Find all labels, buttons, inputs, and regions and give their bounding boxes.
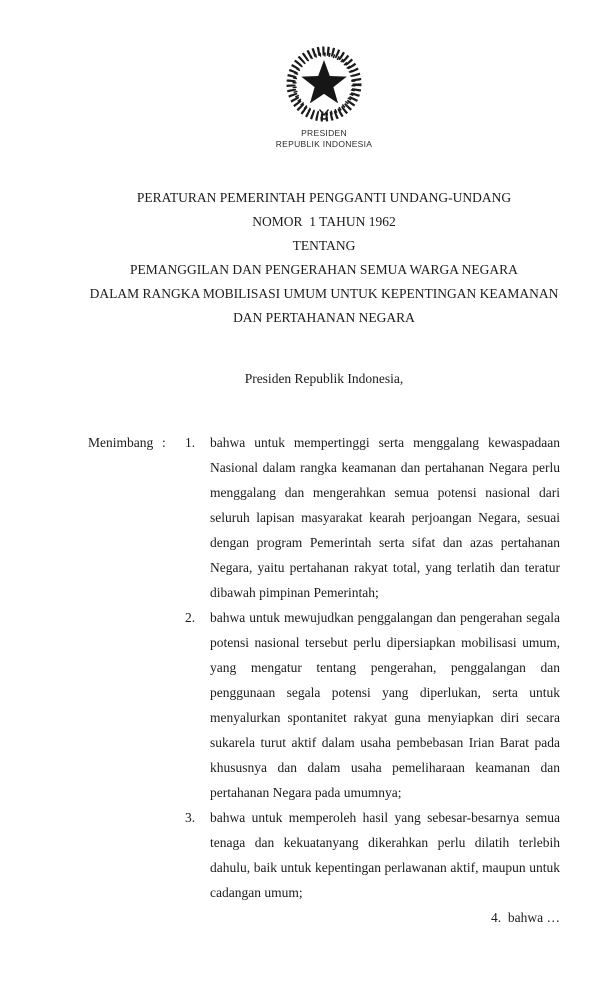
document-title	[88, 186, 560, 330]
salutation: Presiden Republik Indonesia,	[244, 371, 404, 386]
consideration-text-2: bahwa untuk mewujudkan penggalangan dan pengerahan segala potensi nasional tersebut perlu dipersiapkan mobilisasi umum, yang mengatur tentang pengerahan, penggalangan dan penggunaan segala potensi yang diperlukan, serta untuk menyalurkan spontanitet rakyat guna menyiapkan diri secara sukarela turut aktif dalam usaha pembebasan Irian Barat pada khususnya dan dalam usaha pemeliharaan keamanan dan pertahanan Negara pada umumnya;	[210, 610, 560, 800]
considerations-colon-spacer	[162, 605, 185, 805]
considerations-label-spacer	[88, 805, 162, 905]
org-name	[88, 128, 560, 149]
title-line-subject-1: PEMANGGILAN DAN PENGERAHAN SEMUA WARGA NEGARA	[130, 262, 518, 277]
consideration-row-1	[88, 430, 560, 605]
org-name-line-republik: REPUBLIK INDONESIA	[275, 138, 373, 149]
consideration-row-2	[88, 605, 560, 805]
consideration-text-3: bahwa untuk memperoleh hasil yang sebesar-besarnya semua tenaga dan kekuatanyang dikerahkan perlu dilatih terlebih dahulu, baik untuk kepentingan perlawanan aktif, maupun untuk cadangan umum;	[210, 810, 560, 900]
title-line-regulation-type: PERATURAN PEMERINTAH PENGGANTI UNDANG-UNDANG	[136, 190, 512, 205]
considerations-label: Menimbang	[88, 435, 154, 450]
consideration-text-1: bahwa untuk mempertinggi serta menggalang kewaspadaan Nasional dalam rangka keamanan dan pertahanan Negara perlu menggalang dan mengerahkan semua potensi nasional dari seluruh lapisan masyarakat kearah perjoangan Negara, sesuai dengan program Pemerintah serta sifat dan azas pertahanan Negara, yaitu pertahanan rakyat total, yang terlatih dan teratur dibawah pimpinan Pemerintah;	[210, 435, 560, 600]
org-name-line-presiden: PRESIDEN	[301, 128, 347, 138]
consideration-number-3: 3.	[185, 810, 196, 825]
catchword-line: 4. bahwa …	[491, 910, 560, 925]
consideration-number-1: 1.	[185, 435, 196, 450]
title-line-tentang: TENTANG	[292, 238, 356, 253]
consideration-number-2: 2.	[185, 610, 196, 625]
considerations-section	[88, 430, 560, 905]
title-line-subject-2: DALAM RANGKA MOBILISASI UMUM UNTUK KEPENTINGAN KEAMANAN	[89, 286, 559, 301]
letterhead	[88, 42, 560, 149]
star-wreath-emblem-icon	[282, 42, 366, 126]
title-line-subject-3: DAN PERTAHANAN NEGARA	[233, 310, 415, 325]
consideration-row-3	[88, 805, 560, 905]
considerations-colon-spacer	[162, 805, 185, 905]
considerations-colon: :	[162, 435, 166, 450]
title-line-number-year: NOMOR 1 TAHUN 1962	[252, 214, 396, 229]
considerations-label-spacer	[88, 605, 162, 805]
